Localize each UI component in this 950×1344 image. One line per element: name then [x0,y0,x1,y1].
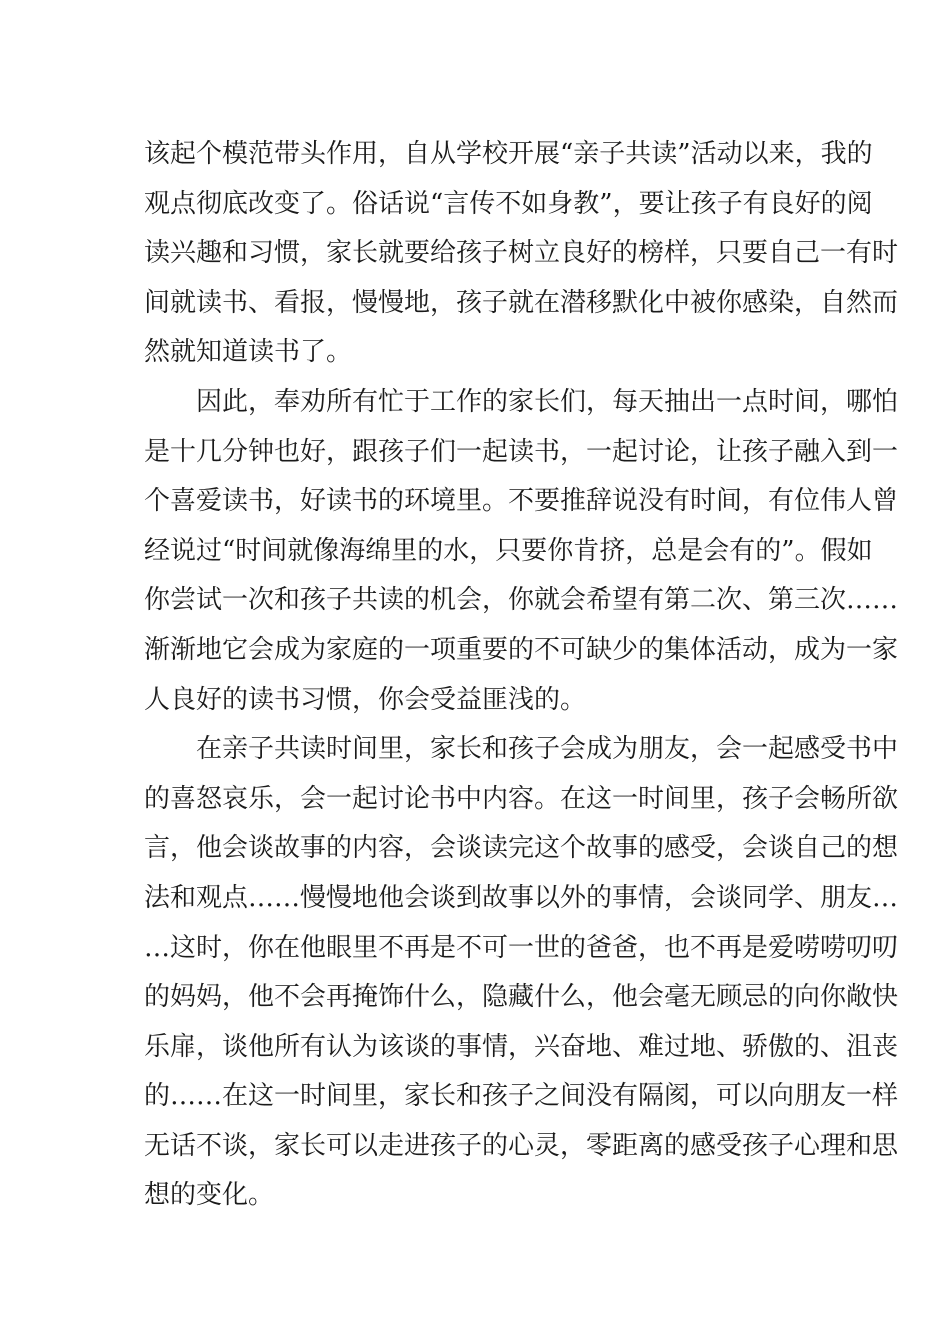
paragraph-line: 无话不谈，家长可以走进孩子的心灵，零距离的感受孩子心理和思 [144,1130,899,1161]
paragraph-line: 因此，奉劝所有忙于工作的家长们，每天抽出一点时间，哪怕 [196,386,899,417]
paragraph-line: 个喜爱读书，好读书的环境里。不要推辞说没有时间，有位伟人曾 [144,486,899,517]
paragraph-line: 的妈妈，他不会再掩饰什么，隐藏什么，他会毫无顾忌的向你敞快 [144,982,899,1013]
paragraph-line: 在亲子共读时间里，家长和孩子会成为朋友，会一起感受书中 [196,734,899,765]
paragraph-line: 渐渐地它会成为家庭的一项重要的不可缺少的集体活动，成为一家 [144,634,899,665]
paragraph-line: 想的变化。 [144,1180,275,1211]
paragraph-line: 读兴趣和习惯，家长就要给孩子树立良好的榜样，只要自己一有时 [144,238,899,269]
paragraph-line: 法和观点……慢慢地他会谈到故事以外的事情，会谈同学、朋友… [144,882,899,913]
paragraph-line: 你尝试一次和孩子共读的机会，你就会希望有第二次、第三次…… [144,585,899,616]
paragraph-line: 乐扉，谈他所有认为该谈的事情，兴奋地、难过地、骄傲的、沮丧 [144,1031,899,1062]
paragraph-2 [144,378,899,725]
paragraph-1 [144,130,899,378]
paragraph-line: 经说过“时间就像海绵里的水，只要你肯挤，总是会有的”。假如 [144,535,873,566]
paragraph-line: 该起个模范带头作用，自从学校开展“亲子共读”活动以来，我的 [144,139,873,169]
paragraph-line: 言，他会谈故事的内容，会谈读完这个故事的感受，会谈自己的想 [144,833,899,864]
paragraph-line: 的……在这一时间里，家长和孩子之间没有隔阂，可以向朋友一样 [144,1081,899,1112]
paragraph-line: …这时，你在他眼里不再是不可一世的爸爸，也不再是爱唠唠叨叨 [144,932,899,963]
paragraph-3 [144,725,899,1221]
paragraph-line: 的喜怒哀乐，会一起讨论书中内容。在这一时间里，孩子会畅所欲 [144,783,899,814]
paragraph-line: 然就知道读书了。 [144,337,353,368]
paragraph-line: 观点彻底改变了。俗话说“言传不如身教”，要让孩子有良好的阅 [144,188,873,219]
paragraph-line: 间就读书、看报，慢慢地，孩子就在潜移默化中被你感染，自然而 [144,287,899,318]
document-body [144,130,899,1221]
paragraph-line: 是十几分钟也好，跟孩子们一起读书，一起讨论，让孩子融入到一 [144,436,899,467]
paragraph-line: 人良好的读书习惯，你会受益匪浅的。 [144,684,587,715]
